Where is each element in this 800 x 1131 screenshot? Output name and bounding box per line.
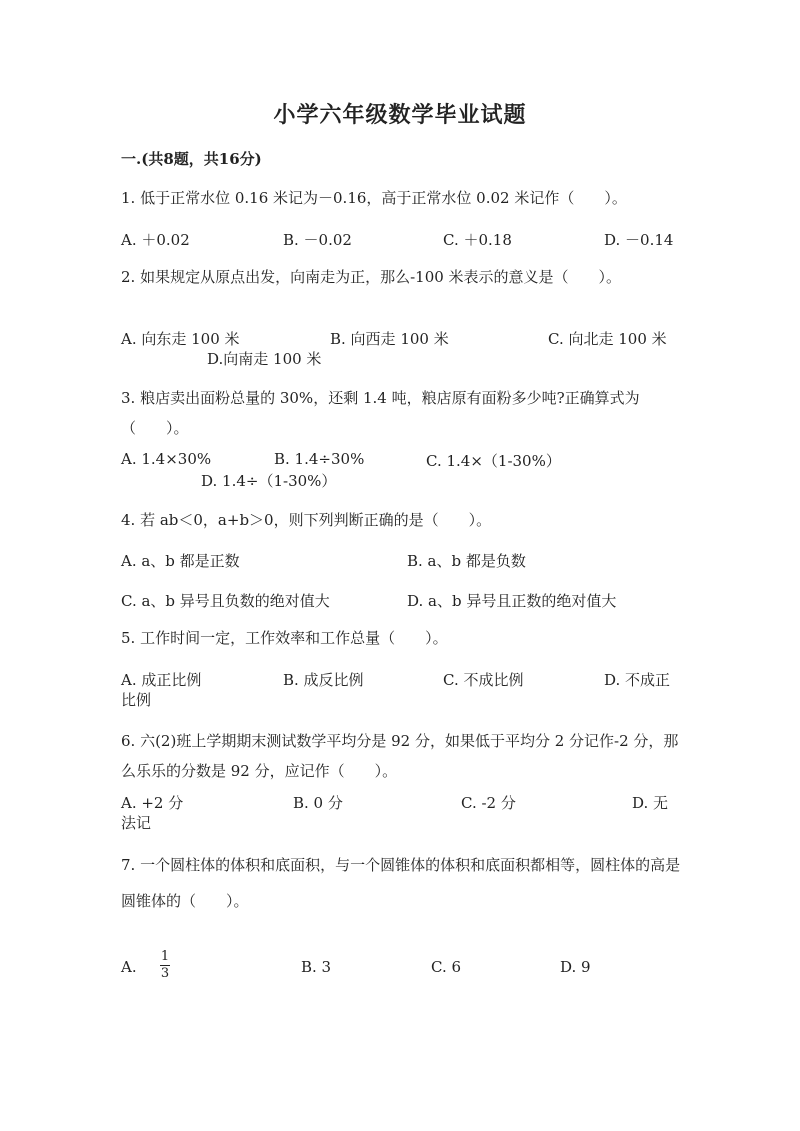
- question-1: 1. 低于正常水位 0.16 米记为－0.16，高于正常水位 0.02 米记作（ ）。: [121, 189, 627, 207]
- fraction-numerator: 1: [160, 949, 170, 964]
- q2-option-c[interactable]: C. 向北走 100 米: [548, 330, 667, 348]
- q2-option-a[interactable]: A. 向东走 100 米: [121, 330, 240, 348]
- question-3: 3. 粮店卖出面粉总量的 30%，还剩 1.4 吨，粮店原有面粉多少吨?正确算式为（ ）。: [121, 389, 640, 437]
- q6-option-b[interactable]: B. 0 分: [293, 794, 343, 812]
- question-7: 7. 一个圆柱体的体积和底面积，与一个圆锥体的体积和底面积都相等，圆柱体的高是圆锥体的（ ）。: [121, 856, 681, 910]
- question-6: 6. 六(2)班上学期期末测试数学平均分是 92 分，如果低于平均分 2 分记作-2 分，那么乐乐的分数是 92 分，应记作（ ）。: [121, 732, 679, 780]
- q5-option-d-wrap: 比例: [121, 691, 152, 709]
- q1-option-a[interactable]: A. ＋0.02: [121, 231, 190, 249]
- q1-option-b[interactable]: B. －0.02: [283, 231, 352, 249]
- q7-option-c[interactable]: C. 6: [431, 958, 462, 976]
- question-2: 2. 如果规定从原点出发，向南走为正，那么-100 米表示的意义是（ ）。: [121, 268, 622, 286]
- q5-option-b[interactable]: B. 成反比例: [283, 671, 364, 689]
- q7-option-a[interactable]: A.: [121, 958, 137, 976]
- q6-option-d[interactable]: D. 无: [632, 794, 669, 812]
- q4-option-c[interactable]: C. a、b 异号且负数的绝对值大: [121, 592, 330, 610]
- q7-option-d[interactable]: D. 9: [560, 958, 591, 976]
- page-title: 小学六年级数学毕业试题: [273, 102, 527, 128]
- q3-option-b[interactable]: B. 1.4÷30%: [274, 450, 365, 468]
- q5-option-a[interactable]: A. 成正比例: [121, 671, 202, 689]
- q1-option-d[interactable]: D. －0.14: [604, 231, 674, 249]
- q1-option-c[interactable]: C. ＋0.18: [443, 231, 512, 249]
- q3-option-d[interactable]: D. 1.4÷（1-30%）: [201, 472, 337, 490]
- q5-option-d[interactable]: D. 不成正: [604, 671, 671, 689]
- q6-option-c[interactable]: C. -2 分: [461, 794, 516, 812]
- section-heading: 一.(共8题，共16分): [121, 150, 262, 168]
- q3-option-c[interactable]: C. 1.4×（1-30%）: [426, 452, 561, 470]
- q4-option-b[interactable]: B. a、b 都是负数: [407, 552, 526, 570]
- q7-option-b[interactable]: B. 3: [301, 958, 332, 976]
- fraction-denominator: 3: [160, 966, 170, 981]
- q4-option-a[interactable]: A. a、b 都是正数: [121, 552, 240, 570]
- question-5: 5. 工作时间一定，工作效率和工作总量（ ）。: [121, 629, 448, 647]
- q5-option-c[interactable]: C. 不成比例: [443, 671, 524, 689]
- q3-option-a[interactable]: A. 1.4×30%: [121, 450, 212, 468]
- question-4: 4. 若 ab＜0，a+b＞0，则下列判断正确的是（ ）。: [121, 511, 492, 529]
- q6-option-d-wrap: 法记: [121, 814, 152, 832]
- q4-option-d[interactable]: D. a、b 异号且正数的绝对值大: [407, 592, 617, 610]
- q2-option-d[interactable]: D.向南走 100 米: [207, 350, 322, 368]
- q6-option-a[interactable]: A. +2 分: [121, 794, 184, 812]
- q7-fraction-one-third: [160, 950, 170, 981]
- q2-option-b[interactable]: B. 向西走 100 米: [330, 330, 449, 348]
